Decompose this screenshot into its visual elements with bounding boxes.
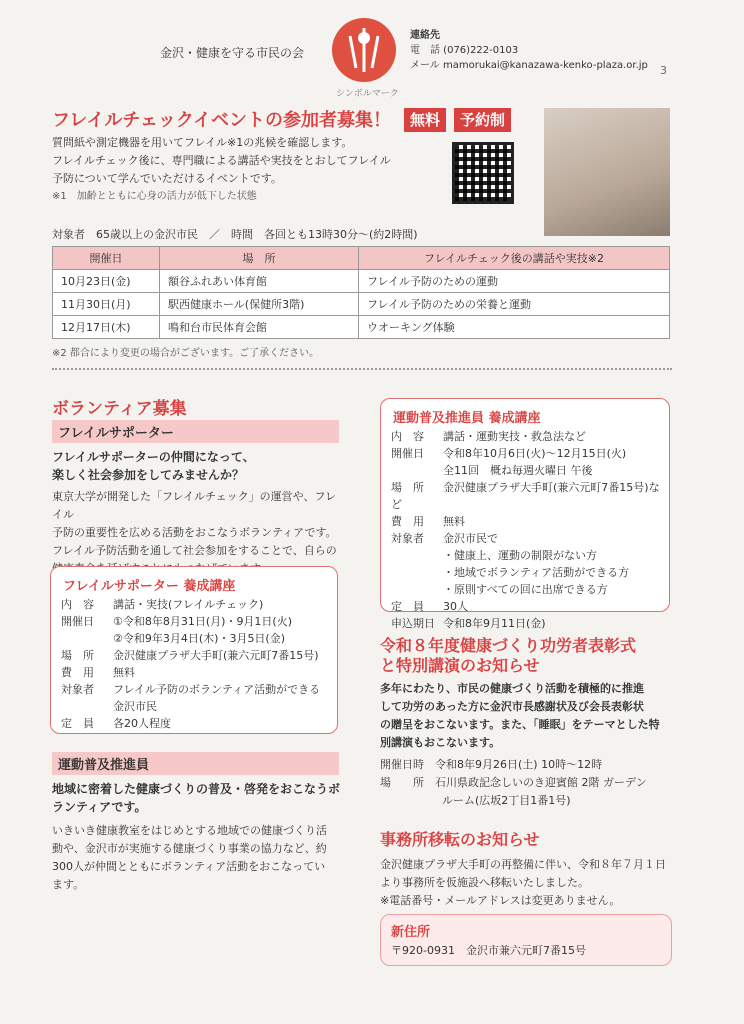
text-line: より事務所を仮施設へ移転いたしました。 [380,876,589,889]
detail-value: ・原則すべての回に出席できる方 [443,583,608,596]
detail-key: 対象者 [391,532,424,545]
text-line: 別講演もおこないます。 [380,736,501,749]
detail-value: 30人 [443,600,468,613]
new-address-box [380,914,672,966]
table-cell: 12月17日(木) [53,316,160,339]
free-tag: 無料 [404,108,446,132]
award-title [380,636,636,676]
detail-key: 費 用 [391,515,424,528]
contact-phone: 電 話 (076)222-0103 [410,45,519,56]
detail-row [391,479,669,513]
lead-line: ランティアです。 [52,800,147,814]
contact-mail: メール mamorukai@kanazawa-kenko-plaza.or.jp [410,60,648,71]
detail-value: 令和8年9月11日(金) [443,617,546,630]
promoter-course-box [380,398,670,630]
supporter-band: フレイルサポーター [52,420,339,443]
detail-value: ①令和8年8月31日(月)・9月1日(火) [113,615,293,628]
promoter-text [52,822,342,894]
table-cell: 鳴和台市民体育会館 [160,316,359,339]
detail-key: 定 員 [61,717,94,730]
logo-caption: シンボルマーク [336,89,399,99]
contact-block [410,28,648,73]
award-title-line: と特別講演のお知らせ [380,656,540,675]
detail-value: 各20人程度 [113,717,171,730]
detail-value: ②令和9年3月4日(木)・3月5日(金) [113,632,286,645]
detail-row [61,613,337,630]
detail-row [391,615,669,632]
section-divider [52,368,672,378]
detail-row [61,715,337,732]
text-line: いきいき健康教室をはじめとする地域での健康づくり活 [52,824,327,837]
volunteer-title: ボランティア募集 [52,399,187,419]
frail-event-description [52,134,432,206]
target-and-time: 対象者 65歳以上の金沢市民 ／ 時間 各回とも13時30分〜(約2時間) [52,228,418,241]
detail-row [391,462,669,479]
frail-event-title: フレイルチェックイベントの参加者募集！ [52,110,391,131]
detail-row [391,513,669,530]
detail-value: 全11回 概ね毎週火曜日 午後 [443,464,593,477]
detail-key: 費 用 [61,666,94,679]
page-number: 3 [660,64,667,77]
supporter-course-box [50,566,338,734]
award-place-cont: ルーム(広坂2丁目1番1号) [442,794,571,807]
detail-value: 金沢市民 [113,700,157,713]
detail-row [391,564,669,581]
table-cell: 11月30日(月) [53,293,160,316]
text-line: 動や、金沢市が実施する健康づくり事業の協力など、約 [52,842,327,855]
award-place: 場 所 石川県政記念しいのき迎賓館 2階 ガーデン [380,776,647,789]
event-photo [544,108,670,236]
lead-line: 楽しく社会参加をしてみませんか？ [52,468,245,482]
text-line: フレイル予防活動を通して社会参加をすることで、自らの [52,544,337,557]
text-line: 東京大学が開発した「フレイルチェック」の運営や、フレイル [52,490,337,521]
column-header: 開催日 [53,247,160,270]
text-line: 多年にわたり、市民の健康づくり活動を積極的に推進 [380,682,644,695]
detail-value: 令和8年10月6日(火)〜12月15日(火) [443,447,627,460]
course-title: 運動普及推進員 養成講座 [393,411,541,426]
text-line: ます。 [52,878,85,891]
detail-value: 無料 [113,666,135,679]
table-row [53,316,670,339]
event-schedule-table [52,246,670,339]
description-line: 質問紙や測定機器を用いてフレイル※1の兆候を確認します。 [52,136,353,149]
detail-key: 場 所 [391,481,424,494]
text-line: して功労のあった方に金沢市長感謝状及び会長表彰状 [380,700,644,713]
detail-row [391,445,669,462]
detail-key: 開催日 [61,615,94,628]
table-cell: 10月23日(金) [53,270,160,293]
qr-code[interactable] [452,142,514,204]
course-details [61,596,337,732]
table-cell: フレイル予防のための運動 [359,270,670,293]
detail-key: 対象者 [61,683,94,696]
table-cell: 額谷ふれあい体育館 [160,270,359,293]
detail-value: フレイル予防のボランティア活動ができる [113,683,321,696]
office-move-title: 事務所移転のお知らせ [380,830,540,849]
award-title-line: 令和８年度健康づくり功労者表彰式 [380,636,637,655]
course-title: フレイルサポーター 養成講座 [63,579,236,594]
org-name: 金沢・健康を守る市民の会 [160,46,305,60]
footnote-1: ※1 加齢とともに心身の活力が低下した状態 [52,191,257,202]
promoter-lead [52,780,342,816]
detail-row [61,698,337,715]
column-header: 場 所 [160,247,359,270]
detail-row [61,664,337,681]
detail-row [61,630,337,647]
detail-value: 金沢健康プラザ大手町(兼六元町7番15号)など [391,481,660,511]
text-line: 予防の重要性を広める活動をおこなうボランティアです。 [52,526,337,539]
award-text [380,680,670,752]
symbol-logo [332,18,396,82]
detail-value: 金沢市民で [443,532,498,545]
detail-row [391,530,669,547]
lead-line: 地域に密着した健康づくりの普及・啓発をおこなうボ [52,782,341,796]
description-line: フレイルチェック後に、専門職による講話や実技をとおしてフレイル [52,154,391,167]
detail-key: 場 所 [61,649,94,662]
table-cell: 駅西健康ホール(保健所3階) [160,293,359,316]
detail-key: 開催日 [391,447,424,460]
detail-row [61,681,337,698]
award-details [380,756,670,810]
text-line: ※電話番号・メールアドレスは変更ありません。 [380,894,621,907]
text-line: 金沢健康プラザ大手町の再整備に伴い、令和８年７月１日 [380,858,666,871]
supporter-text [52,488,342,578]
text-line: の贈呈をおこないます。また、「睡眠」をテーマとした特 [380,718,660,731]
detail-key: 内 容 [61,598,94,611]
table-cell: ウオーキング体験 [359,316,670,339]
reservation-tag: 予約制 [454,108,511,132]
detail-key: 申込期日 [391,617,435,630]
promoter-band: 運動普及推進員 [52,752,339,775]
detail-value: ・健康上、運動の制限がない方 [443,549,597,562]
column-header: フレイルチェック後の講話や実技※2 [359,247,670,270]
detail-value: 講話・運動実技・救急法など [443,430,586,443]
table-header-row [53,247,670,270]
detail-row [391,598,669,615]
detail-row [61,647,337,664]
detail-row [391,581,669,598]
contact-label: 連絡先 [410,30,440,41]
new-address-title: 新住所 [391,925,431,940]
text-line: 300人が仲間とともにボランティア活動をおこなってい [52,860,326,873]
footnote-2: ※2 都合により変更の場合がございます。ご了承ください。 [52,348,320,359]
award-date: 開催日時 令和8年9月26日(土) 10時〜12時 [380,758,603,771]
table-row [53,270,670,293]
detail-value: ・地域でボランティア活動ができる方 [443,566,630,579]
course-details [391,428,669,632]
lead-line: フレイルサポーターの仲間になって、 [52,450,255,464]
office-move-text [380,856,672,910]
detail-row [61,596,337,613]
detail-row [391,547,669,564]
description-line: 予防について学んでいただけるイベントです。 [52,172,282,185]
detail-value: 無料 [443,515,465,528]
supporter-lead [52,448,255,484]
detail-key: 内 容 [391,430,424,443]
detail-value: 金沢健康プラザ大手町(兼六元町7番15号) [113,649,319,662]
detail-key: 定 員 [391,600,424,613]
table-row [53,293,670,316]
table-cell: フレイル予防のための栄養と運動 [359,293,670,316]
detail-row [391,428,669,445]
new-address: 〒920-0931 金沢市兼六元町7番15号 [391,944,586,957]
detail-value: 講話・実技(フレイルチェック) [113,598,264,611]
